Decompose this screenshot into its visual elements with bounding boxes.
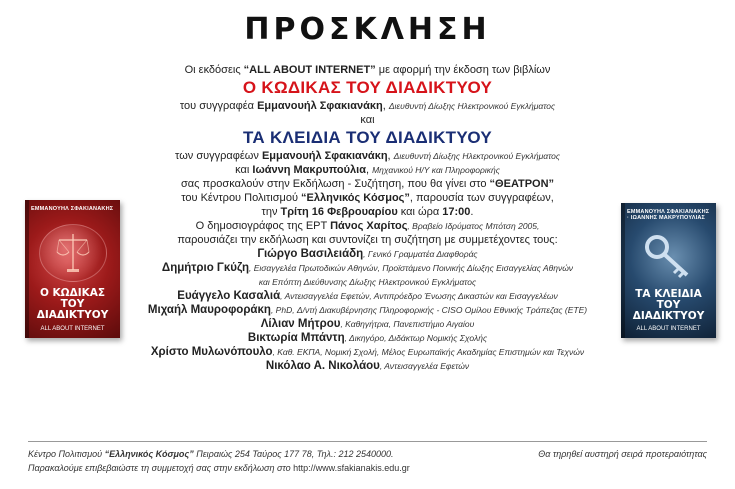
event-time: 17:00 <box>442 206 471 218</box>
event-text: και ώρα <box>397 206 443 218</box>
footer-confirm-row <box>28 461 707 475</box>
participant-row <box>120 303 615 317</box>
cover-title-line2: ΤΟΥ ΔΙΑΔΙΚΤΥΟΥ <box>632 299 705 322</box>
page-title: ΠΡΟΣΚΛΗΣΗ <box>244 12 491 47</box>
participant-row-continued <box>120 275 615 289</box>
cover-publisher: ALL ABOUT INTERNET <box>40 326 105 332</box>
scales-icon <box>55 230 91 274</box>
participant-role: , Δικηγόρο, Διδάκτωρ Νομικής Σχολής <box>344 333 488 343</box>
participant-name: Χρίστο Μυλωνόπουλο <box>150 346 273 358</box>
participant-row <box>120 359 615 373</box>
host-award: , Βραβείο Ιδρύματος Μπότση 2005, <box>407 221 540 231</box>
event-line-1 <box>120 177 615 191</box>
cover-title-line2: ΤΟΥ ΔΙΑΔΙΚΤΥΟΥ <box>36 298 109 321</box>
participant-role: , Εισαγγελέα Πρωτοδικών Αθηνών, Προϊστάμενο Ποινικής Δίωξης Εισαγγελίας Αθηνών <box>249 263 574 273</box>
participant-role: και Επόπτη Διεύθυνσης Δίωξης Ηλεκτρονικού Εγκλήματος <box>258 277 477 287</box>
book2-by-label: των συγγραφέων <box>175 150 262 162</box>
cover-title-line1: ΤΑ ΚΛΕΙΔΙΑ <box>635 288 702 300</box>
and-word: και <box>360 114 375 126</box>
book2-and-label: και <box>235 164 253 176</box>
book1-title: Ο ΚΩΔΙΚΑΣ ΤΟΥ ΔΙΑΔΙΚΤΥΟΥ <box>242 78 493 97</box>
participant-name: Δημήτριο Γκύζη <box>161 262 249 274</box>
participant-role: , Καθηγήτρια, Πανεπιστήμιο Αιγαίου <box>340 319 475 329</box>
intro-line <box>120 63 615 77</box>
book2-author2-role: Μηχανικού Η/Υ και Πληροφορικής <box>372 165 500 175</box>
participant-role: , PhD, Δ/ντή Διακυβέρνησης Πληροφορικής - CISO Ομίλου Εθνικής Τράπεζας (ΕΤΕ) <box>270 305 588 315</box>
book2-author1-role: Διευθυντή Δίωξης Ηλεκτρονικού Εγκλήματος <box>393 151 560 161</box>
cover-title <box>29 288 116 321</box>
event-text: , παρουσία των συγγραφέων, <box>409 192 554 204</box>
book2-author2: Ιωάννη Μακρυπούλια <box>252 164 366 176</box>
book2-title: ΤΑ ΚΛΕΙΔΙΑ ΤΟΥ ΔΙΑΔΙΚΤΥΟΥ <box>242 128 493 147</box>
venue-short: “ΘΕΑΤΡΟΝ” <box>489 178 555 190</box>
intro-text: Οι εκδόσεις <box>184 64 244 76</box>
book1-author: Εμμανουήλ Σφακιανάκη <box>257 100 383 112</box>
cover-author: ΕΜΜΑΝΟΥΗΛ ΣΦΑΚΙΑΝΑΚΗΣ · ΙΩΑΝΝΗΣ ΜΑΚΡΥΠΟΥΛΙΑΣ <box>627 209 710 221</box>
host-text: Ο δημοσιογράφος της ΕΡΤ <box>195 220 331 232</box>
event-text: . <box>470 206 474 218</box>
host-line-1 <box>120 219 615 233</box>
intro-text-end: με αφορμή την έκδοση των βιβλίων <box>375 64 551 76</box>
footer-website-link[interactable]: http://www.sfakianakis.edu.gr <box>293 463 410 473</box>
publisher-name: “ALL ABOUT INTERNET” <box>243 64 376 76</box>
event-date: Τρίτη 16 Φεβρουαρίου <box>280 206 398 218</box>
event-line-3 <box>120 205 615 219</box>
book1-by-label: του συγγραφέα <box>179 100 258 112</box>
book2-author2-line: και Ιωάννη Μακρυπούλια, Μηχανικού Η/Υ και Πληροφορικής <box>235 164 500 176</box>
footer-divider <box>28 441 707 442</box>
participant-name: Λίλιαν Μήτρου <box>260 318 341 330</box>
book2-author1: Εμμανουήλ Σφακιανάκη <box>261 150 388 162</box>
footer-address-row <box>28 447 707 461</box>
book-cover-kleidia <box>621 203 716 338</box>
footer-address-details: Πειραιώς 254 Ταύρος 177 78, Τηλ.: 212 2540000. <box>193 449 394 459</box>
footer-confirm-text: Παρακαλούμε επιβεβαιώστε τη συμμετοχή σας στην εκδήλωση στο <box>28 463 294 473</box>
participant-role: , Αντεισαγγελέα Εφετών <box>379 361 470 371</box>
footer-priority-note: Θα τηρηθεί αυστηρή σειρά προτεραιότητας <box>538 449 707 459</box>
footer-venue-name: “Ελληνικός Κόσμος” <box>104 449 194 459</box>
event-line-2 <box>120 191 615 205</box>
participant-name: Νικόλαο Α. Νικολάου <box>265 360 380 372</box>
invitation-body <box>120 63 615 373</box>
footer-address-text: Κέντρο Πολιτισμού <box>28 449 105 459</box>
event-text: σας προσκαλούν στην Εκδήλωση - Συζήτηση, που θα γίνει στο <box>180 178 490 190</box>
participant-role: , Αντεισαγγελέα Εφετών, Αντιπρόεδρο Ένωσης Δικαστών και Εισαγγελέων <box>280 291 558 301</box>
book2-author1-line: των συγγραφέων Εμμανουήλ Σφακιανάκη, Διευθυντή Δίωξης Ηλεκτρονικού Εγκλήματος <box>175 150 560 162</box>
participant-row <box>120 345 615 359</box>
book1-author-role: Διευθυντή Δίωξης Ηλεκτρονικού Εγκλήματος <box>388 101 556 111</box>
cover-author: ΕΜΜΑΝΟΥΗΛ ΣΦΑΚΙΑΝΑΚΗΣ <box>31 206 114 212</box>
event-text: την <box>261 206 281 218</box>
event-text: του Κέντρου Πολιτισμού <box>181 192 302 204</box>
participant-row <box>120 247 615 261</box>
cover-publisher: ALL ABOUT INTERNET <box>636 326 701 332</box>
participant-name: Βικτωρία Μπάντη <box>247 332 345 344</box>
host-name: Πάνος Χαρίτος <box>330 220 408 232</box>
participant-row <box>120 331 615 345</box>
venue-center: “Ελληνικός Κόσμος” <box>301 192 410 204</box>
participant-row <box>120 317 615 331</box>
participant-name: Μιχαήλ Μαυροφοράκη <box>147 304 271 316</box>
host-line-2: παρουσιάζει την εκδήλωση και συντονίζει τη συζήτηση με συμμετέχοντες τους: <box>177 234 558 246</box>
participant-role: , Γενικό Γραμματέα Διαφθοράς <box>363 249 478 259</box>
book1-author-line: του συγγραφέα Εμμανουήλ Σφακιανάκη, Διευθυντή Δίωξης Ηλεκτρονικού Εγκλήματος <box>179 100 556 112</box>
book-cover-kodikas <box>25 200 120 338</box>
participant-row <box>120 289 615 303</box>
cover-title-line1: Ο ΚΩΔΙΚΑΣ <box>39 287 106 299</box>
participant-role: , Καθ. ΕΚΠΑ, Νομική Σχολή, Μέλος Ευρωπαϊκής Ακαδημίας Επιστημών και Τεχνών <box>272 347 585 357</box>
participant-name: Ευάγγελο Κασαλιά <box>177 290 281 302</box>
key-icon <box>643 233 693 279</box>
cover-title <box>625 289 712 322</box>
participant-name: Γιώργο Βασιλειάδη <box>257 248 364 260</box>
footer <box>28 447 707 475</box>
participant-row <box>120 261 615 275</box>
